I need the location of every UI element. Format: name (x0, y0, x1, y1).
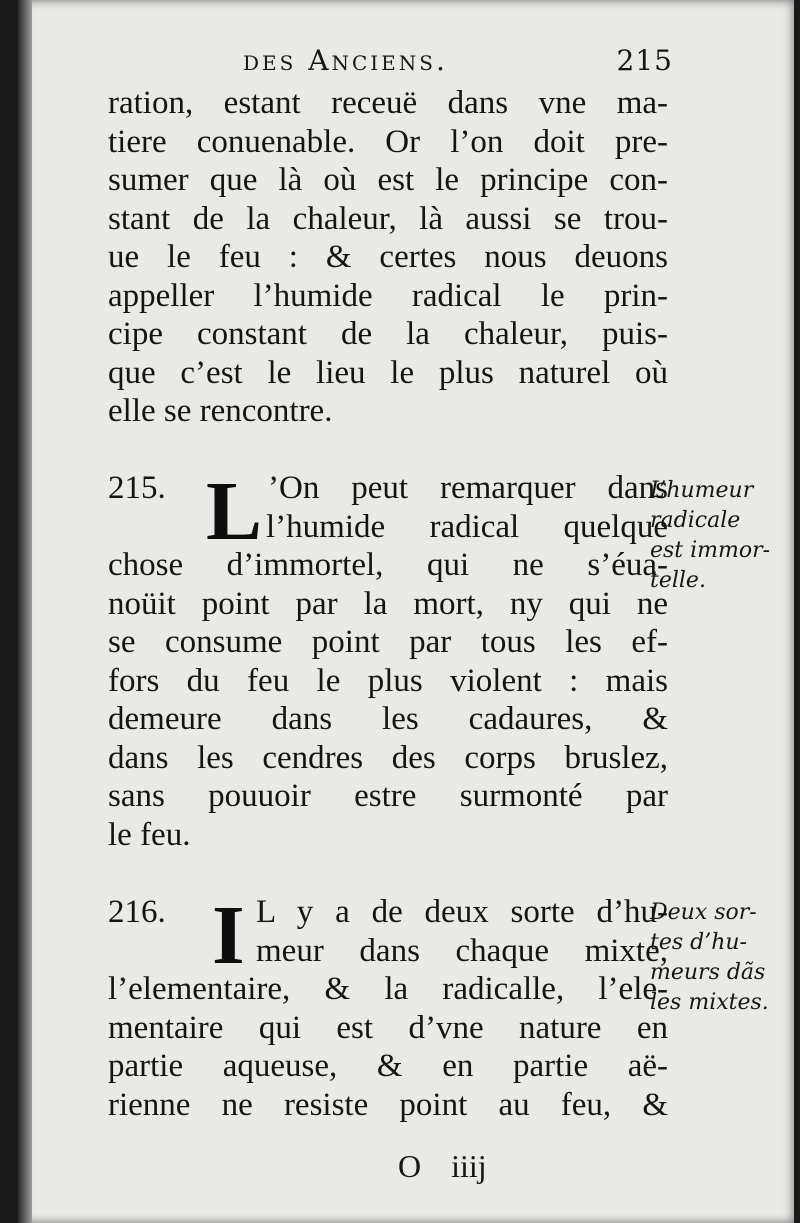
text-line: noüit point par la mort, ny qui ne (108, 585, 668, 622)
paragraph-216 (108, 889, 668, 1124)
margin-note-line: est immor- (650, 538, 771, 563)
text-line: ration, estant receuë dans vne ma- (108, 85, 668, 121)
text-line: tiere conuenable. Or l’on doit pre- (108, 123, 668, 160)
paragraph-continued (108, 84, 668, 431)
text-line: L y a de deux sorte d’hu- (256, 894, 668, 930)
margin-note-line: Deux sor- (650, 900, 757, 925)
text-line: dans les cendres des corps bruslez, (108, 739, 668, 776)
text-line: elle se rencontre. (108, 393, 333, 429)
paragraph-number: 215. (108, 470, 166, 506)
margin-note (650, 898, 794, 1018)
margin-note (650, 476, 794, 596)
text-line: partie aqueuse, & en partie aë- (108, 1048, 668, 1084)
text-line: demeure dans les cadaures, & (108, 701, 668, 737)
margin-note-line: radicale (650, 508, 741, 533)
margin-note-line: L’humeur (650, 478, 754, 503)
text-line: sumer que là où est le principe con- (108, 162, 668, 198)
text-line: que c’est le lieu le plus naturel où (108, 354, 668, 391)
text-line: ue le feu : & certes nous deuons (108, 239, 668, 275)
text-line: rienne ne resiste point au feu, & (108, 1086, 668, 1123)
signature-leaf: iiij (451, 1148, 487, 1184)
paragraph-number: 216. (108, 894, 166, 930)
text-line: le feu. (108, 816, 191, 853)
signature-mark (398, 1148, 548, 1185)
page-number: 215 (616, 44, 673, 77)
text-line: l’humide radical quelque (266, 508, 668, 545)
book-page (18, 0, 794, 1223)
margin-note-line: meurs dãs (650, 960, 766, 985)
drop-cap: I (212, 889, 245, 982)
text-line: stant de la chaleur, là aussi se trou- (108, 200, 668, 237)
margin-note-line: telle. (650, 568, 706, 593)
margin-note-line: les mixtes. (650, 990, 769, 1015)
text-line: fors du feu le plus violent : mais (108, 662, 668, 699)
running-title: des Anciens. (243, 44, 448, 77)
text-line: se consume point par tous les ef- (108, 624, 668, 660)
text-line: l’elementaire, & la radicalle, l’ele- (108, 971, 668, 1007)
paragraph-215 (108, 465, 668, 854)
text-line: cipe constant de la chaleur, puis- (108, 316, 668, 352)
page-gutter-shadow (18, 0, 32, 1223)
text-line: chose d’immortel, qui ne s’éua- (108, 547, 668, 583)
text-line: mentaire qui est d’vne nature en (108, 1009, 668, 1046)
text-line: sans pouuoir estre surmonté par (108, 778, 668, 814)
margin-note-line: tes d’hu- (650, 930, 747, 955)
text-line: appeller l’humide radical le prin- (108, 277, 668, 314)
running-header (243, 44, 673, 84)
signature-letter: O (398, 1148, 422, 1184)
text-line: meur dans chaque mixte, (256, 932, 668, 969)
drop-cap: L (206, 465, 263, 558)
text-line: ’On peut remarquer dans (268, 470, 668, 506)
